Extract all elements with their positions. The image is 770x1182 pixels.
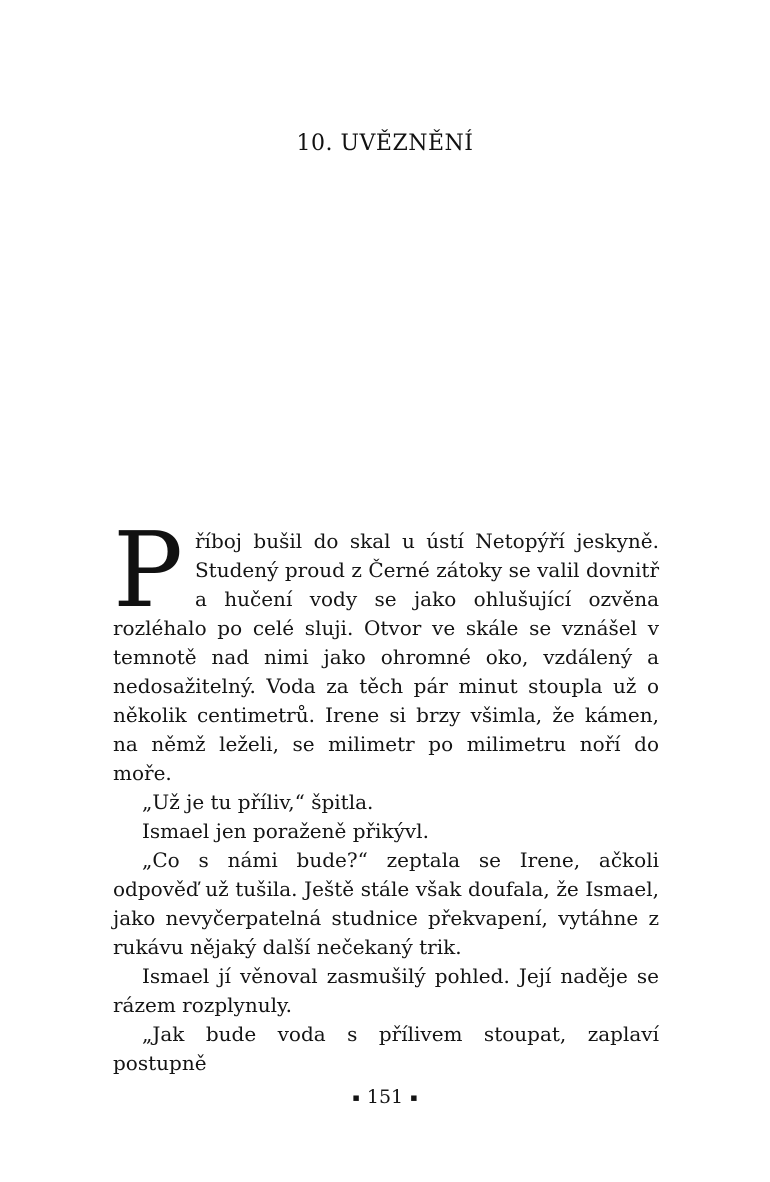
footer-right-ornament-icon: ▪ <box>410 1091 418 1104</box>
opening-paragraph <box>113 509 659 788</box>
footer-left-ornament-icon: ▪ <box>352 1091 360 1104</box>
page-number: 151 <box>366 1086 404 1108</box>
opening-paragraph-text: říboj bušil do skal u ústí Netopýří jeskyně. Studený proud z Černé zátoky se valil dovnitř a hučení vody se jako ohlušující ozvěna rozléhalo po celé sluji. Otvor ve skále se vznášel v temnotě nad nimi jako ohromné oko, vzdálený a nedosažitelný. Voda za těch pár minut stoupla už o několik centimetrů. Irene si brzy všimla, že kámen, na němž leželi, se milimetr po milimetru noří do moře. <box>113 529 659 785</box>
chapter-title: 10. UVĚZNĚNÍ <box>296 130 474 156</box>
paragraph: Ismael jí věnoval zasmušilý pohled. Její naděje se rázem rozplynuly. <box>113 964 659 1017</box>
paragraph-list <box>113 788 659 1078</box>
drop-cap: P <box>113 509 183 631</box>
text-block <box>113 509 659 1078</box>
paragraph: „Co s námi bude?“ zeptala se Irene, ačkoli odpověď už tušila. Ještě stále však doufala, že Ismael, jako nevyčerpatelná studnice překvapení, vytáhne z rukávu nějaký další nečekaný trik. <box>113 848 659 959</box>
paragraph: „Už je tu příliv,“ špitla. <box>142 790 374 814</box>
paragraph: Ismael jen poraženě přikývl. <box>142 819 429 843</box>
paragraph: „Jak bude voda s přílivem stoupat, zaplaví postupně <box>113 1022 659 1075</box>
page-footer <box>0 1086 770 1108</box>
